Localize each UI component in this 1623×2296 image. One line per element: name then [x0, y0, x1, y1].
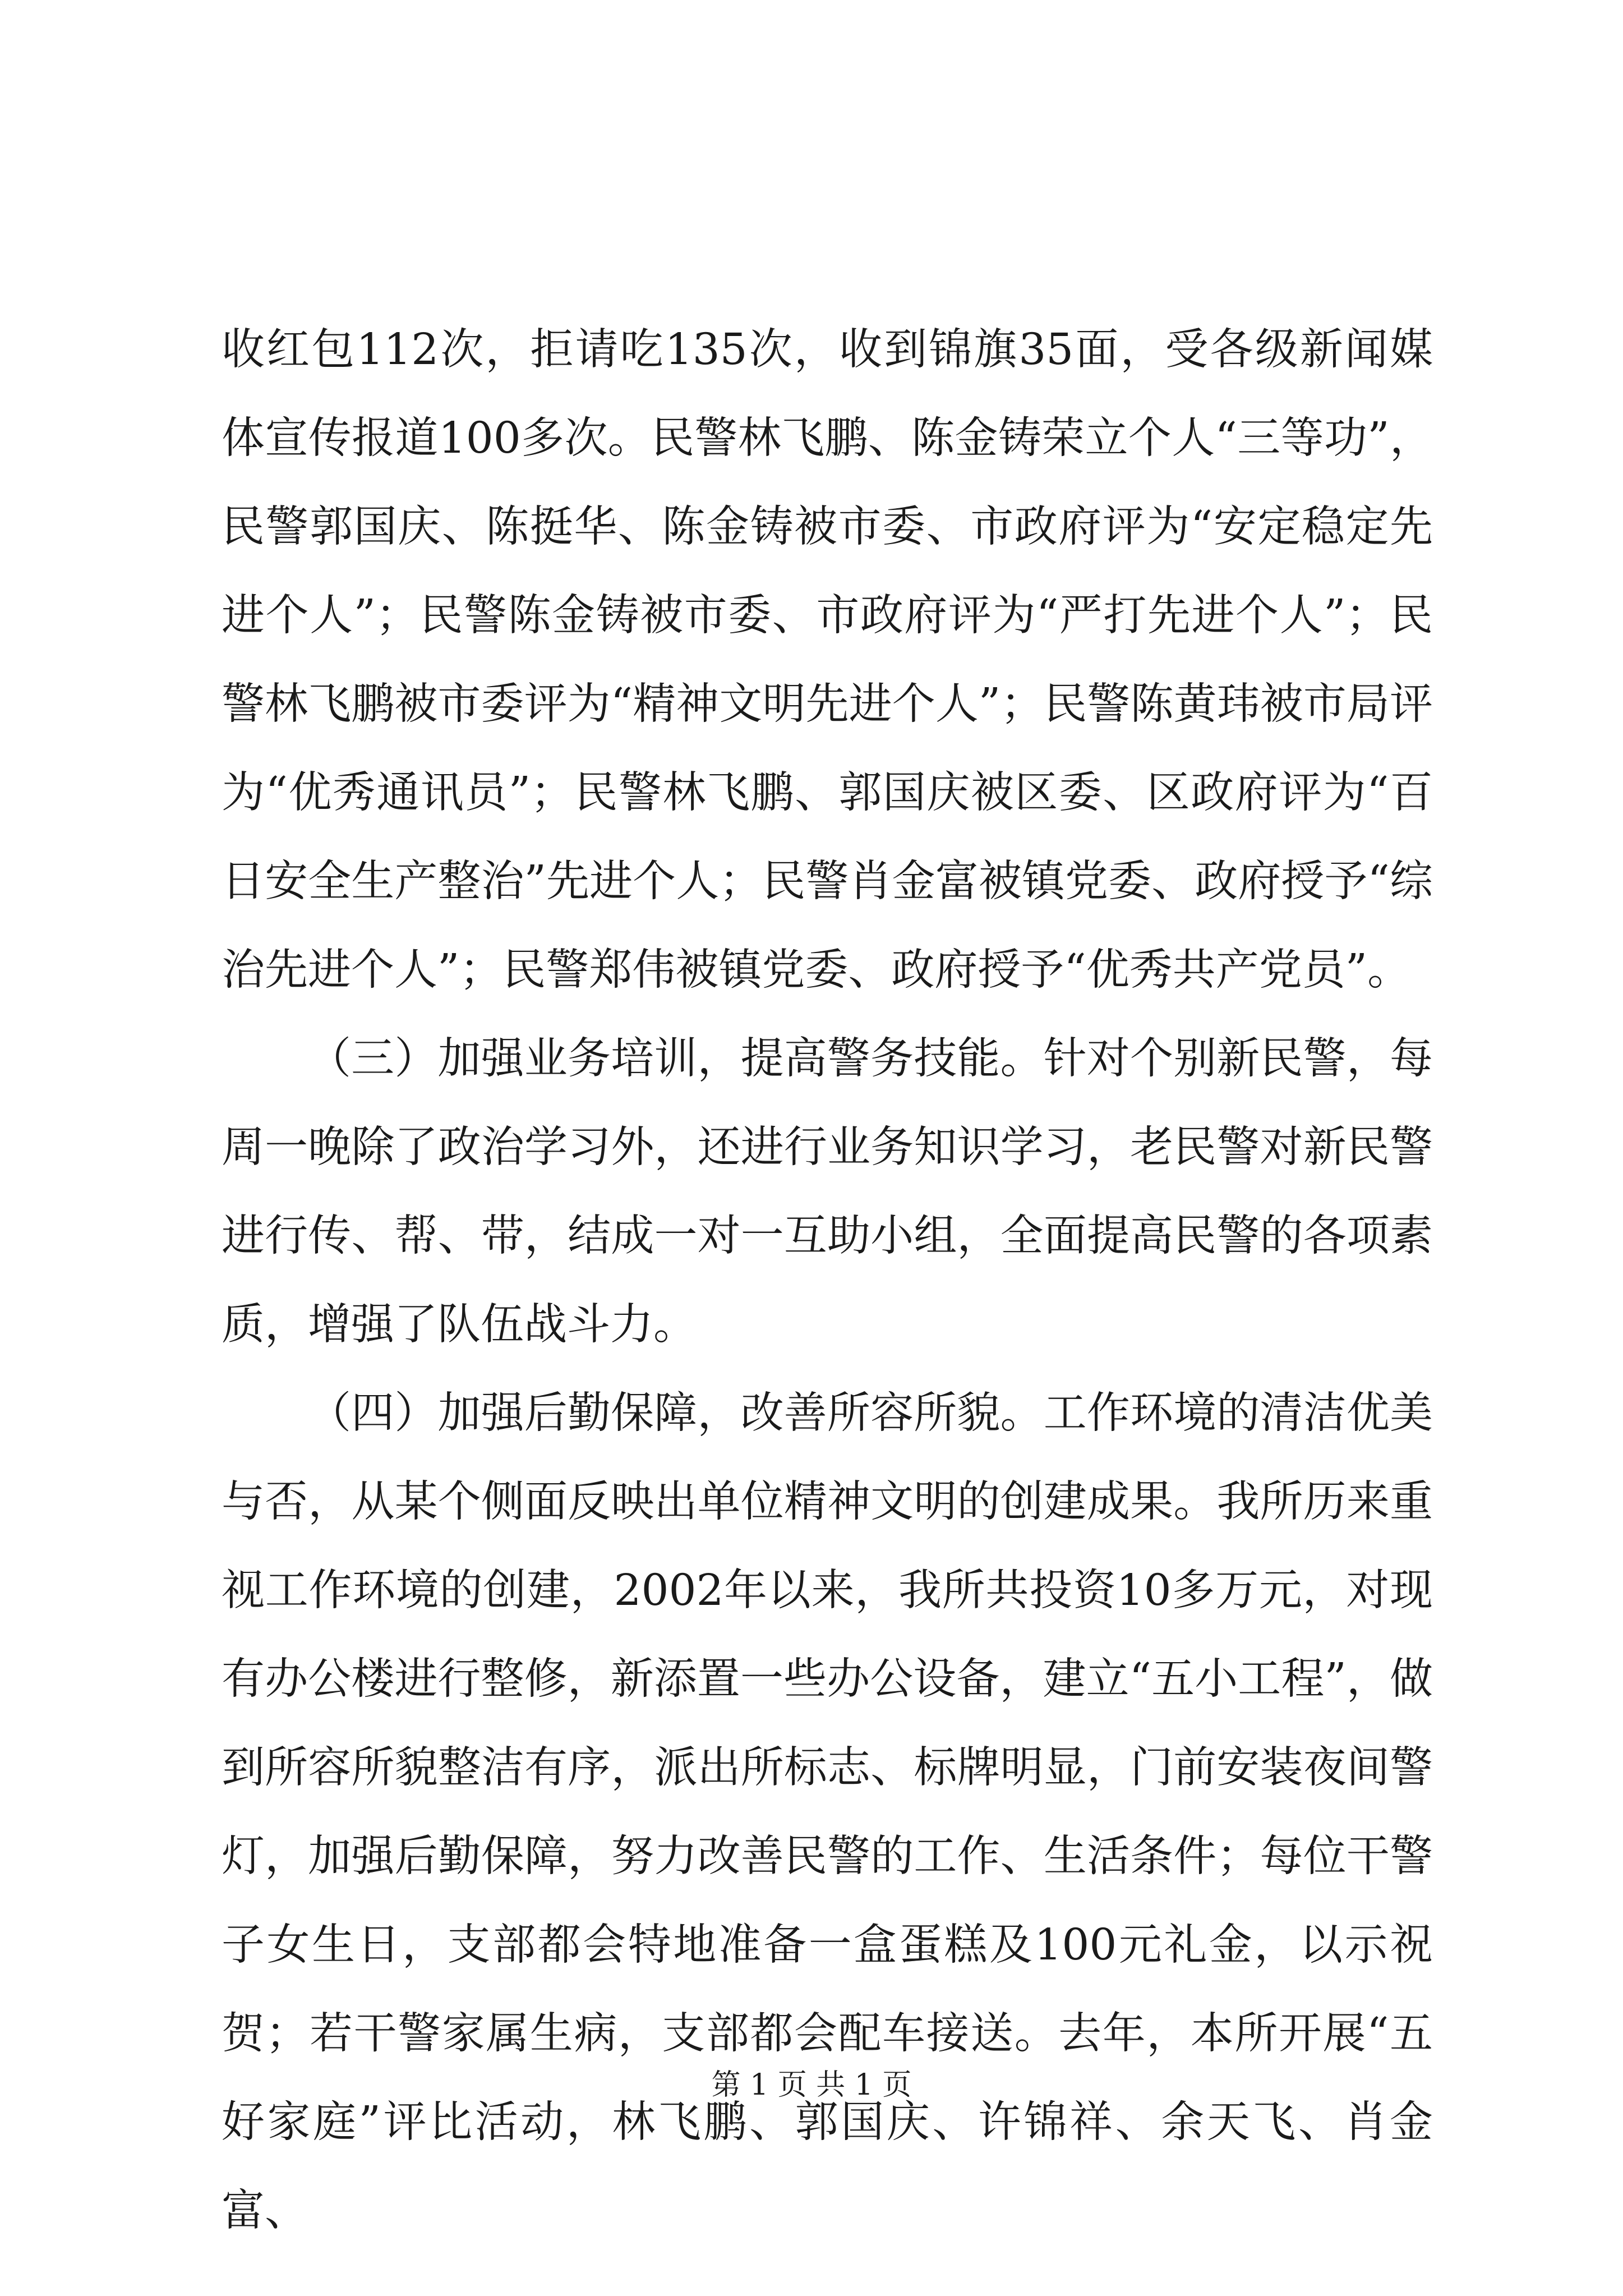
page-footer: 第 1 页 共 1 页 — [711, 2068, 912, 2102]
paragraph-training: （三）加强业务培训，提高警务技能。针对个别新民警，每周一晚除了政治学习外，还进行业务知识学习，老民警对新民警进行传、帮、带，结成一对一互助小组，全面提高民警的各项素质，增强了队伍战斗力。 — [222, 1034, 1433, 1350]
paragraph-awards: 收红包112次，拒请吃135次，收到锦旗35面，受各级新闻媒体宣传报道100多次。民警林飞鹏、陈金铸荣立个人“三等功”，民警郭国庆、陈挺华、陈金铸被市委、市政府评为“安定稳定先进个人”；民警陈金铸被市委、市政府评为“严打先进个人”；民警林飞鹏被市委评为“精神文明先进个人”；民警陈黄玮被市局评为“优秀通讯员”；民警林飞鹏、郭国庆被区委、区政府评为“百日安全生产整治”先进个人；民警肖金富被镇党委、政府授予“综治先进个人”；民警郑伟被镇党委、政府授予“优秀共产党员”。 — [222, 325, 1433, 995]
paragraph-logistics: （四）加强后勤保障，改善所容所貌。工作环境的清洁优美与否，从某个侧面反映出单位精神文明的创建成果。我所历来重视工作环境的创建，2002年以来，我所共投资10多万元，对现有办公楼进行整修，新添置一些办公设备，建立“五小工程”，做到所容所貌整洁有序，派出所标志、标牌明显，门前安装夜间警灯，加强后勤保障，努力改善民警的工作、生活条件；每位干警子女生日，支部都会特地准备一盒蛋糕及100元礼金，以示祝贺；若干警家属生病，支部都会配车接送。去年，本所开展“五好家庭”评比活动，林飞鹏、郭国庆、许锦祥、余天飞、肖金富、 — [222, 1388, 1433, 2236]
document-body — [222, 306, 1433, 2256]
